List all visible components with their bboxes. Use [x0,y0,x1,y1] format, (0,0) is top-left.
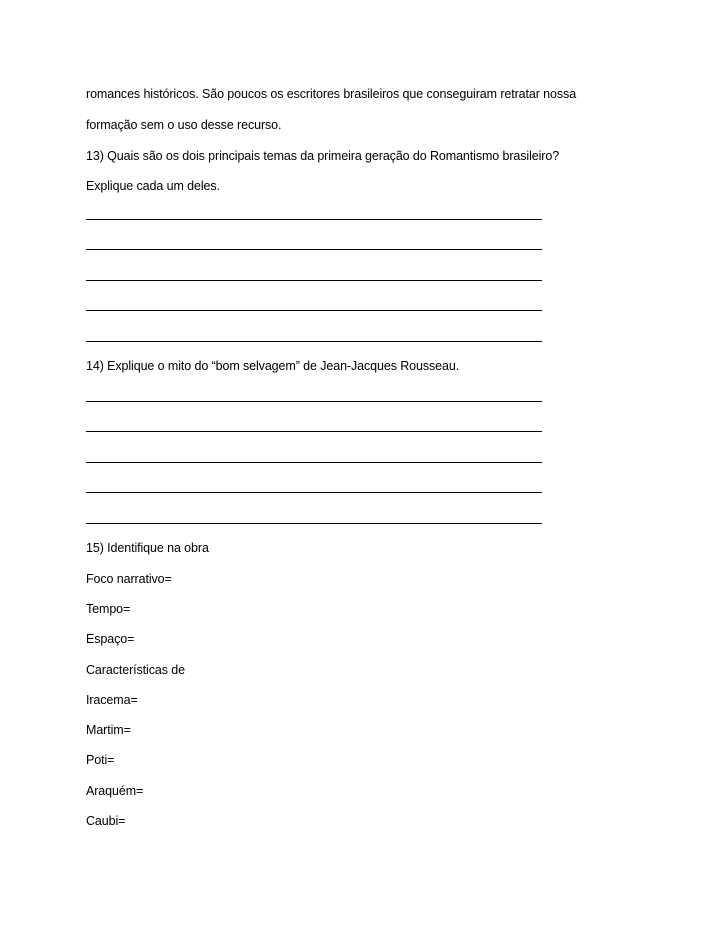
item-araquem: Araquém= [86,784,144,798]
intro-line-1: romances históricos. São poucos os escritores brasileiros que conseguiram retratar nossa [86,87,577,101]
answer-line-13-2 [86,249,542,250]
question-15-title: 15) Identifique na obra [86,541,209,555]
answer-line-14-4 [86,492,542,493]
answer-line-14-3 [86,462,542,463]
answer-line-13-3 [86,280,542,281]
question-13-line-1: 13) Quais são os dois principais temas da primeira geração do Romantismo brasileiro? [86,149,560,163]
answer-line-14-2 [86,431,542,432]
item-martim: Martim= [86,723,131,737]
question-14: 14) Explique o mito do “bom selvagem” de Jean-Jacques Rousseau. [86,359,460,373]
item-espaco: Espaço= [86,632,135,646]
item-iracema: Iracema= [86,693,138,707]
item-tempo: Tempo= [86,602,131,616]
question-13-line-2: Explique cada um deles. [86,179,220,193]
item-caracteristicas: Características de [86,663,185,677]
intro-line-2: formação sem o uso desse recurso. [86,118,282,132]
answer-line-13-1 [86,219,542,220]
answer-line-14-5 [86,523,542,524]
item-caubi: Caubi= [86,814,126,828]
answer-line-13-4 [86,310,542,311]
answer-line-13-5 [86,341,542,342]
item-foco-narrativo: Foco narrativo= [86,572,172,586]
item-poti: Poti= [86,753,115,767]
answer-line-14-1 [86,401,542,402]
